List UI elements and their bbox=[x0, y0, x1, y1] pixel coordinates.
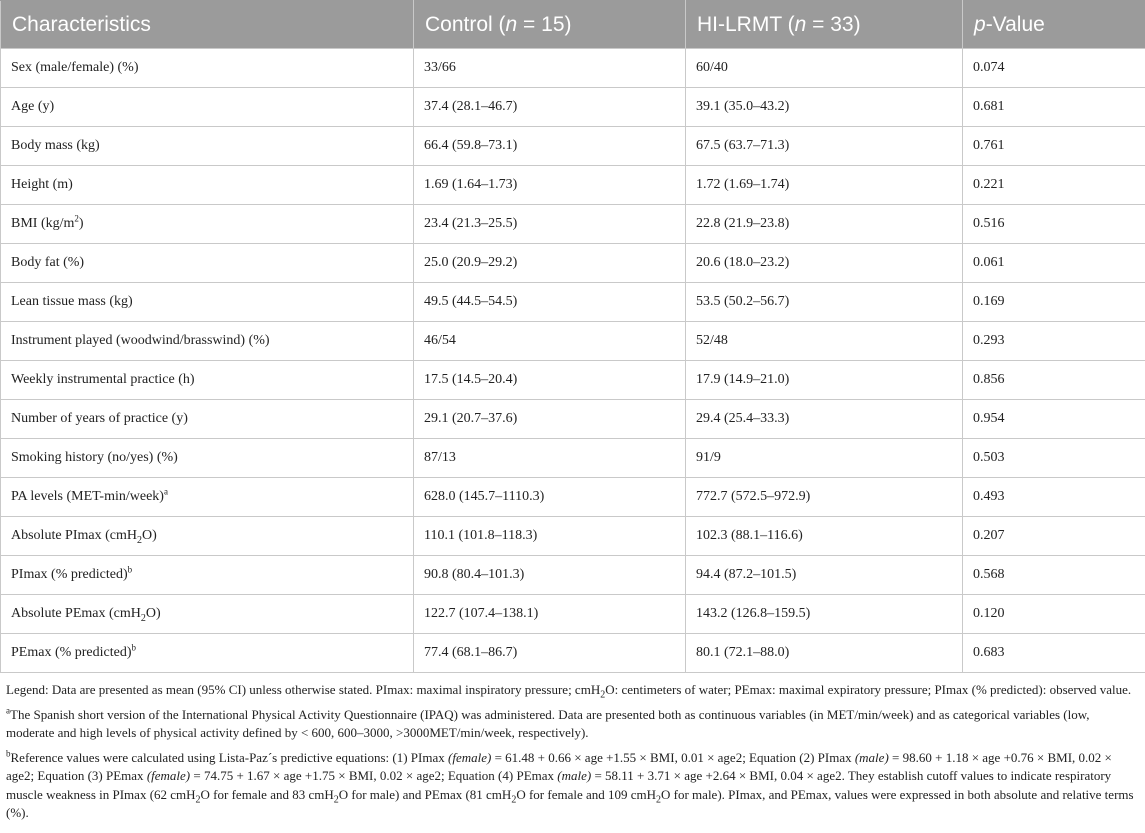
hilrmt-value: 20.6 (18.0–23.2) bbox=[686, 244, 963, 283]
row-label: Body fat (%) bbox=[1, 244, 414, 283]
header-p-value: p-Value bbox=[963, 1, 1145, 49]
header-characteristics: Characteristics bbox=[1, 1, 414, 49]
table-row bbox=[1, 400, 1145, 439]
row-label: Age (y) bbox=[1, 88, 414, 127]
p-value: 0.856 bbox=[963, 361, 1145, 400]
control-value: 90.8 (80.4–101.3) bbox=[414, 556, 686, 595]
table-footnotes bbox=[0, 681, 1145, 823]
control-value: 25.0 (20.9–29.2) bbox=[414, 244, 686, 283]
hilrmt-value: 17.9 (14.9–21.0) bbox=[686, 361, 963, 400]
row-label: Absolute PImax (cmH$_2$O) bbox=[1, 517, 414, 556]
header-control: Control (n = 15) bbox=[414, 1, 686, 49]
hilrmt-value: 102.3 (88.1–116.6) bbox=[686, 517, 963, 556]
table-row bbox=[1, 634, 1145, 673]
table-row bbox=[1, 205, 1145, 244]
row-label: Lean tissue mass (kg) bbox=[1, 283, 414, 322]
row-label: Height (m) bbox=[1, 166, 414, 205]
table-row bbox=[1, 556, 1145, 595]
table-row bbox=[1, 517, 1145, 556]
p-value: 0.954 bbox=[963, 400, 1145, 439]
table-row bbox=[1, 49, 1145, 88]
row-label: Body mass (kg) bbox=[1, 127, 414, 166]
table-row bbox=[1, 88, 1145, 127]
table-row bbox=[1, 322, 1145, 361]
p-value: 0.169 bbox=[963, 283, 1145, 322]
table-row bbox=[1, 595, 1145, 634]
footnote-a: $^a$The Spanish short version of the International Physical Activity Questionnaire (IPAQ) was administered. Data are presented both as continuous variables (in MET/min/week) and as categorical variables (low, moderate and high levels of physical activity defined by < 600, 600–3000, >3000MET/min/week, respectively). bbox=[6, 705, 1090, 740]
control-value: 29.1 (20.7–37.6) bbox=[414, 400, 686, 439]
row-label: PEmax (% predicted)$^b$ bbox=[1, 634, 414, 673]
control-value: 37.4 (28.1–46.7) bbox=[414, 88, 686, 127]
p-value: 0.074 bbox=[963, 49, 1145, 88]
footnote-b: $^b$Reference values were calculated using Lista-Paz´s predictive equations: (1) PImax (female) = 61.48 + 0.66 × age +1.55 × BMI, 0.01 × age2; Equation (2) PImax (male) = 98.60 + 1.18 × age +0.76 × BMI, 0.02 × age2; Equation (3) PEmax (female) = 74.75 + 1.67 × age +1.75 × BMI, 0.02 × age2; Equation (4) PEmax (male) = 58.11 + 3.71 × age +2.64 × BMI, 0.04 × age2. They establish cutoff values to indicate respiratory muscle weakness in PImax (62 cmH$_2$O for female and 83 cmH$_2$O for male) and PEmax (81 cmH$_2$O for female and 109 cmH$_2$O for male). PImax, and PEmax, values were expressed in both absolute and relative terms (%). bbox=[6, 748, 1134, 820]
p-value: 0.683 bbox=[963, 634, 1145, 673]
table-row bbox=[1, 478, 1145, 517]
hilrmt-value: 80.1 (72.1–88.0) bbox=[686, 634, 963, 673]
hilrmt-value: 1.72 (1.69–1.74) bbox=[686, 166, 963, 205]
control-value: 66.4 (59.8–73.1) bbox=[414, 127, 686, 166]
row-label: BMI $(kg/m^2)$ bbox=[1, 205, 414, 244]
row-label: PA levels (MET-min/week)$^a$ bbox=[1, 478, 414, 517]
hilrmt-value: 53.5 (50.2–56.7) bbox=[686, 283, 963, 322]
hilrmt-value: 772.7 (572.5–972.9) bbox=[686, 478, 963, 517]
p-value: 0.293 bbox=[963, 322, 1145, 361]
p-value: 0.207 bbox=[963, 517, 1145, 556]
table-row bbox=[1, 166, 1145, 205]
hilrmt-value: 39.1 (35.0–43.2) bbox=[686, 88, 963, 127]
row-label: PImax (% predicted)$^b$ bbox=[1, 556, 414, 595]
control-value: 122.7 (107.4–138.1) bbox=[414, 595, 686, 634]
row-label: Absolute PEmax (cmH$_2$O) bbox=[1, 595, 414, 634]
table-row bbox=[1, 439, 1145, 478]
row-label: Smoking history (no/yes) (%) bbox=[1, 439, 414, 478]
p-value: 0.493 bbox=[963, 478, 1145, 517]
hilrmt-value: 22.8 (21.9–23.8) bbox=[686, 205, 963, 244]
table-header-row bbox=[1, 1, 1145, 49]
p-value: 0.516 bbox=[963, 205, 1145, 244]
header-hilrmt: HI-LRMT (n = 33) bbox=[686, 1, 963, 49]
row-label: Weekly instrumental practice (h) bbox=[1, 361, 414, 400]
control-value: 628.0 (145.7–1110.3) bbox=[414, 478, 686, 517]
control-value: 17.5 (14.5–20.4) bbox=[414, 361, 686, 400]
p-value: 0.681 bbox=[963, 88, 1145, 127]
hilrmt-value: 143.2 (126.8–159.5) bbox=[686, 595, 963, 634]
p-value: 0.503 bbox=[963, 439, 1145, 478]
p-value: 0.221 bbox=[963, 166, 1145, 205]
p-value: 0.061 bbox=[963, 244, 1145, 283]
hilrmt-value: 94.4 (87.2–101.5) bbox=[686, 556, 963, 595]
control-value: 1.69 (1.64–1.73) bbox=[414, 166, 686, 205]
table-row bbox=[1, 361, 1145, 400]
table-row bbox=[1, 244, 1145, 283]
control-value: 46/54 bbox=[414, 322, 686, 361]
hilrmt-value: 60/40 bbox=[686, 49, 963, 88]
p-value: 0.568 bbox=[963, 556, 1145, 595]
control-value: 110.1 (101.8–118.3) bbox=[414, 517, 686, 556]
control-value: 23.4 (21.3–25.5) bbox=[414, 205, 686, 244]
control-value: 77.4 (68.1–86.7) bbox=[414, 634, 686, 673]
hilrmt-value: 29.4 (25.4–33.3) bbox=[686, 400, 963, 439]
hilrmt-value: 91/9 bbox=[686, 439, 963, 478]
table-body bbox=[1, 49, 1145, 673]
control-value: 49.5 (44.5–54.5) bbox=[414, 283, 686, 322]
p-value: 0.761 bbox=[963, 127, 1145, 166]
row-label: Instrument played (woodwind/brasswind) (%) bbox=[1, 322, 414, 361]
table-row bbox=[1, 127, 1145, 166]
control-value: 33/66 bbox=[414, 49, 686, 88]
legend-note: Legend: Data are presented as mean (95% CI) unless otherwise stated. PImax: maximal inspiratory pressure; cmH$_2$O: centimeters of water; PEmax: maximal expiratory pressure; PImax (% predicted): observed value. bbox=[6, 682, 1132, 701]
control-value: 87/13 bbox=[414, 439, 686, 478]
row-label: Sex (male/female) (%) bbox=[1, 49, 414, 88]
hilrmt-value: 67.5 (63.7–71.3) bbox=[686, 127, 963, 166]
row-label: Number of years of practice (y) bbox=[1, 400, 414, 439]
table-row bbox=[1, 283, 1145, 322]
p-value: 0.120 bbox=[963, 595, 1145, 634]
hilrmt-value: 52/48 bbox=[686, 322, 963, 361]
